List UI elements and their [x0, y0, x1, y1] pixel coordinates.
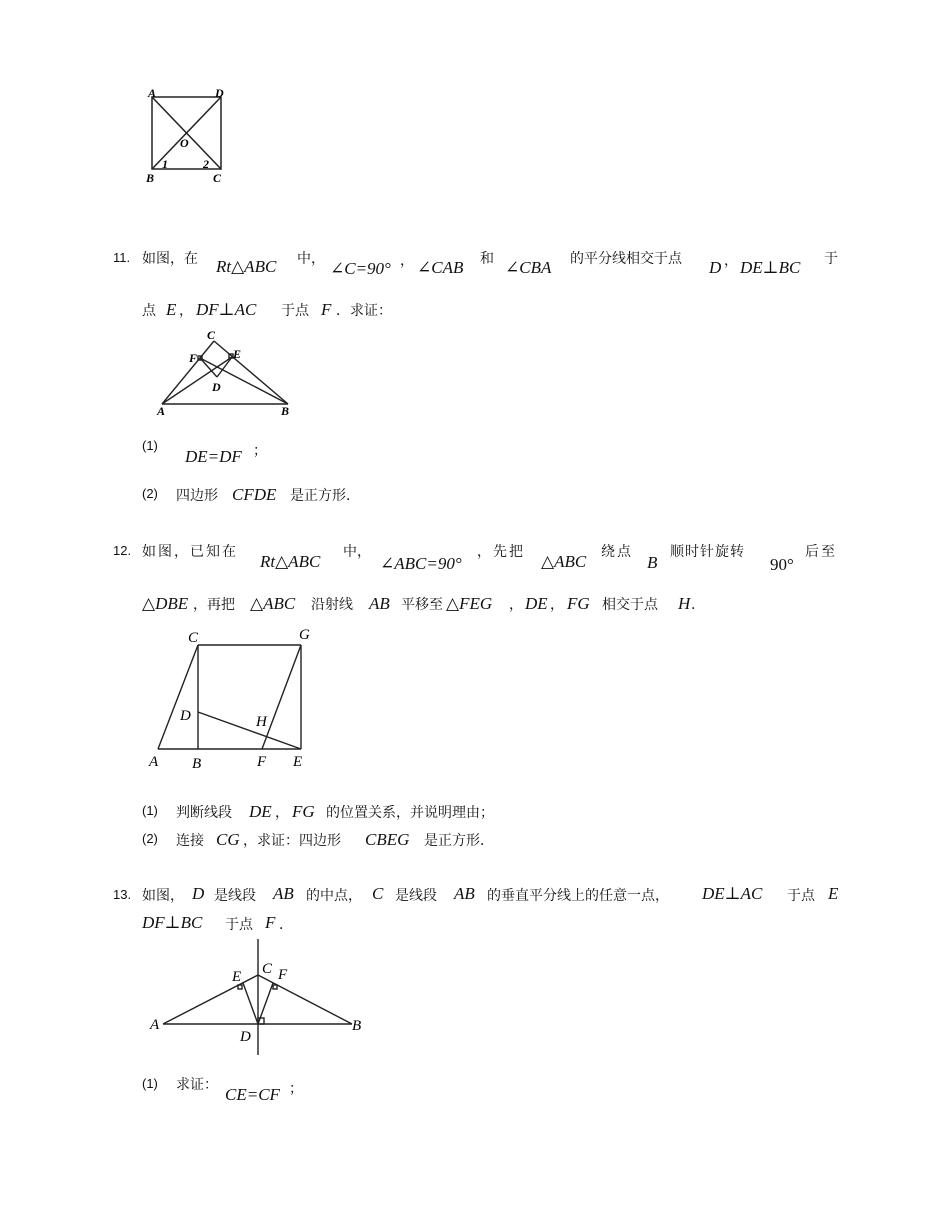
subquestion-number: (2) [142, 831, 158, 846]
math: D [709, 258, 722, 277]
math: DE [525, 594, 548, 613]
subquestion-number: (1) [142, 803, 158, 818]
text: ， [724, 253, 738, 269]
text: 中， [343, 544, 371, 560]
math: Rt△ABC [216, 257, 277, 276]
math: ∠C=90° [330, 259, 391, 278]
label-f: F [189, 351, 198, 365]
math: ∠CAB [417, 258, 464, 277]
math: H [678, 594, 691, 613]
label-a: A [150, 1017, 160, 1033]
text: 如图，已知在 [142, 544, 238, 560]
label-o: O [180, 136, 189, 150]
label-d: D [240, 1029, 251, 1045]
math: △DBE [142, 594, 189, 613]
label-d: D [212, 380, 221, 394]
text: 平移至 [401, 597, 443, 613]
text: ． [691, 597, 705, 613]
label-f: F [278, 967, 288, 983]
math: F [265, 913, 276, 932]
label-c: C [188, 630, 199, 646]
math: DE⊥AC [702, 884, 763, 903]
label-c: C [262, 961, 273, 977]
text: ，求证：四边形 [243, 833, 341, 849]
text: 是线段 [214, 888, 256, 904]
label-e: E [232, 969, 242, 985]
label-b: B [192, 756, 202, 772]
label-c: C [207, 328, 216, 342]
text: 判断线段 [176, 805, 232, 821]
figure-square-abcd [140, 85, 235, 185]
label-a: A [157, 404, 166, 418]
figure-rotation-translation [140, 622, 320, 774]
text: 是正方形． [290, 488, 360, 504]
label-c: C [213, 171, 222, 185]
text: 和 [480, 251, 494, 267]
text: ， [400, 253, 414, 269]
text: 于点 [281, 303, 309, 319]
math: DE [249, 802, 272, 821]
text: 于 [824, 251, 838, 267]
label-d: D [180, 708, 191, 724]
math: CG [216, 830, 240, 849]
subquestion-number: (2) [142, 486, 158, 501]
text: ，再把 [193, 597, 235, 613]
text: 的垂直平分线上的任意一点， [487, 888, 669, 904]
text: 沿射线 [311, 597, 353, 613]
label-a: A [149, 754, 159, 770]
text: 连接 [176, 833, 204, 849]
text: 的平分线相交于点 [570, 251, 682, 267]
math: DF⊥AC [196, 300, 257, 319]
question-number: 11. [113, 250, 131, 265]
math: DF⊥BC [142, 913, 203, 932]
text: 的位置关系，并说明理由； [326, 805, 494, 821]
math: CE=CF [225, 1085, 280, 1104]
label-angle-1: 1 [162, 157, 168, 171]
math: DE⊥BC [740, 258, 801, 277]
math: △ABC [541, 552, 587, 571]
text: 求证： [176, 1077, 218, 1093]
math: Rt△ABC [260, 552, 321, 571]
text: ， [550, 597, 564, 613]
text: 中， [297, 251, 325, 267]
math: ∠ABC=90° [380, 554, 462, 573]
math: CBEG [365, 830, 410, 849]
math: B [647, 553, 658, 572]
label-angle-2: 2 [203, 157, 209, 171]
figure-perpendicular-bisector [145, 935, 375, 1057]
text: 如图， [142, 888, 184, 904]
label-b: B [352, 1018, 362, 1034]
math: C [372, 884, 384, 903]
text: 点 [142, 303, 156, 319]
math: FG [292, 802, 315, 821]
text: 是正方形． [424, 833, 494, 849]
label-b: B [281, 404, 290, 418]
math: E [166, 300, 177, 319]
label-e: E [233, 347, 242, 361]
subquestion-number: (1) [142, 1076, 158, 1091]
text: ， [509, 597, 523, 613]
question-number: 13. [113, 887, 132, 902]
math: DE=DF [185, 447, 242, 466]
text: ，先把 [477, 544, 525, 560]
label-b: B [146, 171, 155, 185]
text: 于点 [225, 917, 253, 933]
subquestion-number: (1) [142, 438, 158, 453]
math: D [192, 884, 205, 903]
math: ∠CBA [505, 258, 552, 277]
label-g: G [299, 627, 310, 643]
math: △FEG [446, 594, 493, 613]
label-f: F [257, 754, 267, 770]
text: ， [275, 805, 289, 821]
text: ； [289, 1081, 303, 1097]
math: △ABC [250, 594, 296, 613]
label-e: E [293, 754, 303, 770]
text: ．求证： [336, 303, 392, 319]
text: 绕点 [601, 544, 633, 560]
text: 的中点， [306, 888, 362, 904]
math: AB [273, 884, 294, 903]
math: F [321, 300, 332, 319]
text: 相交于点 [602, 597, 658, 613]
question-number: 12. [113, 543, 132, 558]
label-d: D [215, 86, 224, 100]
text: 顺时针旋转 [670, 544, 745, 560]
label-h: H [256, 714, 267, 730]
text: ， [179, 303, 193, 319]
label-a: A [148, 86, 157, 100]
text: 如图，在 [142, 251, 198, 267]
math: FG [567, 594, 590, 613]
text: 是线段 [395, 888, 437, 904]
math: AB [454, 884, 475, 903]
math: AB [369, 594, 390, 613]
text: ； [253, 443, 267, 459]
text: 后至 [805, 544, 837, 560]
math: CFDE [232, 485, 277, 504]
text: 于点 [787, 888, 815, 904]
text: 四边形 [176, 488, 218, 504]
text: ． [279, 917, 293, 933]
figure-triangle-abc-bisectors [150, 325, 300, 420]
math: E [828, 884, 839, 903]
math: 90° [770, 555, 794, 574]
